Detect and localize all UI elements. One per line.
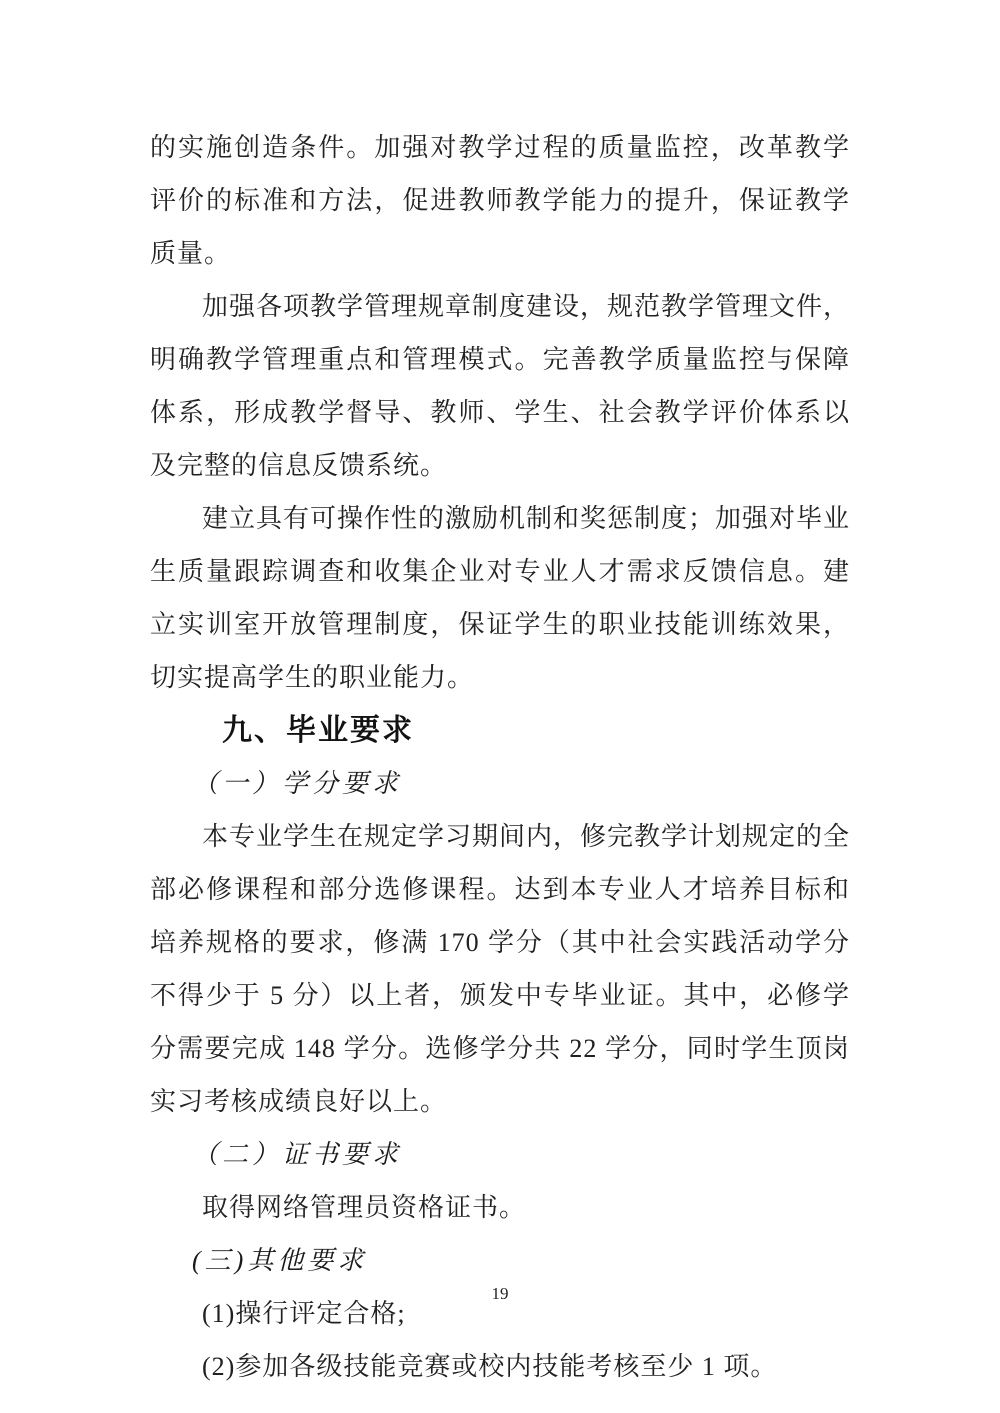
list-item: (1)操行评定合格; <box>202 1299 406 1328</box>
sub-heading-other-requirements: (三)其他要求 <box>192 1246 368 1275</box>
list-item: (2)参加各级技能竞赛或校内技能考核至少 1 项。 <box>202 1352 778 1381</box>
paragraph: 取得网络管理员资格证书。 <box>202 1193 527 1222</box>
sub-heading-credit-requirements: （一）学分要求 <box>192 769 403 798</box>
paragraph: 建立具有可操作性的激励机制和奖惩制度；加强对毕业生质量跟踪调查和收集企业对专业人才需求反馈信息。建立实训室开放管理制度，保证学生的职业技能训练效果，切实提高学生的职业能力。 <box>150 504 851 692</box>
paragraph-continued: 的实施创造条件。加强对教学过程的质量监控，改革教学评价的标准和方法，促进教师教学能力的提升，保证教学质量。 <box>150 133 850 268</box>
paragraph: 加强各项教学管理规章制度建设，规范教学管理文件，明确教学管理重点和管理模式。完善教学质量监控与保障体系，形成教学督导、教师、学生、社会教学评价体系以及完整的信息反馈系统。 <box>150 292 851 480</box>
paragraph: 本专业学生在规定学习期间内，修完教学计划规定的全部必修课程和部分选修课程。达到本专业人才培养目标和培养规格的要求，修满 170 学分（其中社会实践活动学分不得少于 5 分）以上者，颁发中专毕业证。其中，必修学分需要完成 148 学分。选修学分共 22 学分，同时学生顶岗实习考核成绩良好以上。 <box>150 822 851 1116</box>
page-body-text <box>150 121 850 1393</box>
section-heading-graduation-requirements: 九、毕业要求 <box>222 714 414 747</box>
sub-heading-certificate-requirements: （二）证书要求 <box>192 1140 403 1169</box>
page-number: 19 <box>491 1284 509 1303</box>
